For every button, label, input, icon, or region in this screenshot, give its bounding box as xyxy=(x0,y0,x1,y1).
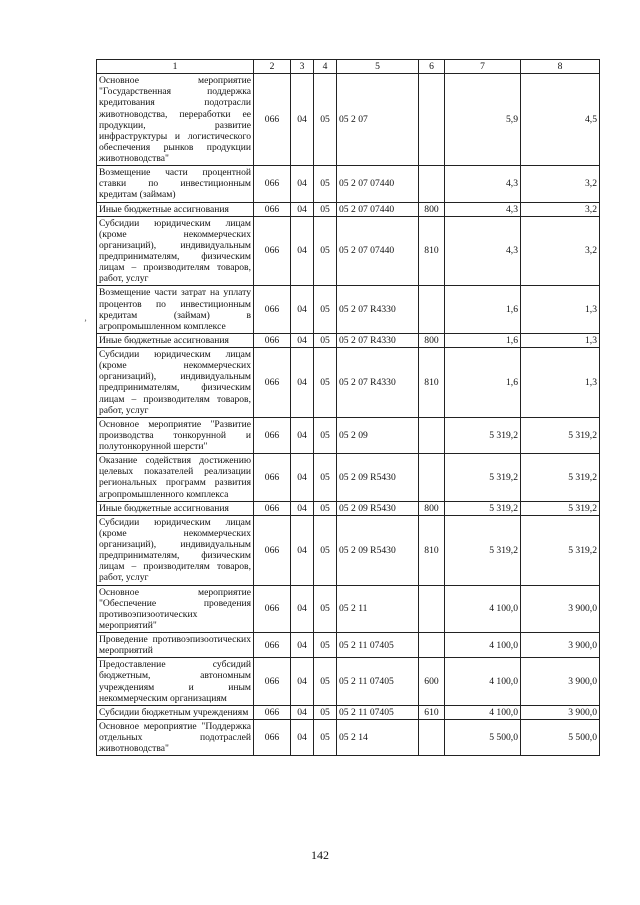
table-row xyxy=(97,417,600,453)
row-name: Основное мероприятие "Обеспечение проведения противоэпизоотических мероприятий" xyxy=(97,585,254,633)
amount-year-2: 1,3 xyxy=(521,333,600,347)
ministry-code: 066 xyxy=(254,705,291,719)
ministry-code: 066 xyxy=(254,202,291,216)
target-article-code: 05 2 11 07405 xyxy=(337,658,419,706)
amount-year-2: 3,2 xyxy=(521,202,600,216)
table-body xyxy=(97,74,600,756)
ministry-code: 066 xyxy=(254,286,291,334)
expense-type-code xyxy=(419,74,445,166)
subsection-code: 05 xyxy=(314,633,337,658)
section-code: 04 xyxy=(291,633,314,658)
ministry-code: 066 xyxy=(254,719,291,755)
table-row xyxy=(97,633,600,658)
expense-type-code xyxy=(419,633,445,658)
row-name: Субсидии бюджетным учреждениям xyxy=(97,705,254,719)
section-code: 04 xyxy=(291,166,314,202)
amount-year-1: 4 100,0 xyxy=(445,705,521,719)
section-code: 04 xyxy=(291,348,314,418)
table-row xyxy=(97,333,600,347)
amount-year-1: 1,6 xyxy=(445,333,521,347)
amount-year-2: 3,2 xyxy=(521,166,600,202)
subsection-code: 05 xyxy=(314,515,337,585)
section-code: 04 xyxy=(291,501,314,515)
table-row xyxy=(97,166,600,202)
subsection-code: 05 xyxy=(314,658,337,706)
row-name: Субсидии юридическим лицам (кроме некоммерческих организаций), индивидуальным предпринимателям, физическим лицам – производителям товаров, работ, услуг xyxy=(97,216,254,286)
row-name: Проведение противоэпизоотических мероприятий xyxy=(97,633,254,658)
budget-table xyxy=(96,59,600,756)
subsection-code: 05 xyxy=(314,216,337,286)
row-name: Субсидии юридическим лицам (кроме некоммерческих организаций), индивидуальным предпринимателям, физическим лицам – производителям товаров, работ, услуг xyxy=(97,348,254,418)
row-name: Основное мероприятие "Развитие производства тонкорунной и полутонкорунной шерсти" xyxy=(97,417,254,453)
expense-type-code: 600 xyxy=(419,658,445,706)
expense-type-code xyxy=(419,166,445,202)
section-code: 04 xyxy=(291,286,314,334)
section-code: 04 xyxy=(291,719,314,755)
ministry-code: 066 xyxy=(254,454,291,502)
row-name: Субсидии юридическим лицам (кроме некоммерческих организаций), индивидуальным предпринимателям, физическим лицам – производителям товаров, работ, услуг xyxy=(97,515,254,585)
ministry-code: 066 xyxy=(254,633,291,658)
amount-year-2: 3 900,0 xyxy=(521,633,600,658)
amount-year-2: 3 900,0 xyxy=(521,585,600,633)
section-code: 04 xyxy=(291,417,314,453)
target-article-code: 05 2 09 R5430 xyxy=(337,454,419,502)
ministry-code: 066 xyxy=(254,333,291,347)
column-header: 3 xyxy=(291,60,314,74)
ministry-code: 066 xyxy=(254,658,291,706)
table-row xyxy=(97,515,600,585)
expense-type-code xyxy=(419,454,445,502)
row-name: Возмещение части затрат на уплату процентов по инвестиционным кредитам (займам) в агропромышленном комплексе xyxy=(97,286,254,334)
section-code: 04 xyxy=(291,74,314,166)
target-article-code: 05 2 11 07405 xyxy=(337,705,419,719)
table-row xyxy=(97,348,600,418)
target-article-code: 05 2 07 R4330 xyxy=(337,333,419,347)
table-row xyxy=(97,719,600,755)
amount-year-1: 4,3 xyxy=(445,166,521,202)
section-code: 04 xyxy=(291,454,314,502)
ministry-code: 066 xyxy=(254,74,291,166)
amount-year-2: 5 319,2 xyxy=(521,417,600,453)
row-name: Иные бюджетные ассигнования xyxy=(97,333,254,347)
section-code: 04 xyxy=(291,216,314,286)
column-header: 4 xyxy=(314,60,337,74)
column-header: 7 xyxy=(445,60,521,74)
expense-type-code xyxy=(419,417,445,453)
expense-type-code: 610 xyxy=(419,705,445,719)
amount-year-2: 3 900,0 xyxy=(521,658,600,706)
amount-year-2: 5 319,2 xyxy=(521,501,600,515)
row-name: Основное мероприятие "Государственная поддержка кредитования подотрасли животноводства, переработки ее продукции, развитие инфраструктуры и логистического обеспечения рынков продукции животноводства" xyxy=(97,74,254,166)
amount-year-2: 1,3 xyxy=(521,286,600,334)
subsection-code: 05 xyxy=(314,585,337,633)
ministry-code: 066 xyxy=(254,585,291,633)
amount-year-1: 4 100,0 xyxy=(445,658,521,706)
amount-year-1: 5 500,0 xyxy=(445,719,521,755)
expense-type-code: 800 xyxy=(419,333,445,347)
amount-year-1: 4 100,0 xyxy=(445,585,521,633)
target-article-code: 05 2 11 xyxy=(337,585,419,633)
table-row xyxy=(97,658,600,706)
subsection-code: 05 xyxy=(314,348,337,418)
target-article-code: 05 2 07 07440 xyxy=(337,166,419,202)
subsection-code: 05 xyxy=(314,719,337,755)
target-article-code: 05 2 07 07440 xyxy=(337,216,419,286)
ministry-code: 066 xyxy=(254,216,291,286)
table-row xyxy=(97,216,600,286)
column-header: 2 xyxy=(254,60,291,74)
subsection-code: 05 xyxy=(314,417,337,453)
target-article-code: 05 2 09 xyxy=(337,417,419,453)
section-code: 04 xyxy=(291,658,314,706)
target-article-code: 05 2 09 R5430 xyxy=(337,501,419,515)
target-article-code: 05 2 07 xyxy=(337,74,419,166)
section-code: 04 xyxy=(291,333,314,347)
row-name: Основное мероприятие "Поддержка отдельных подотраслей животноводства" xyxy=(97,719,254,755)
row-name: Оказание содействия достижению целевых показателей реализации региональных программ развития агропромышленного комплекса xyxy=(97,454,254,502)
subsection-code: 05 xyxy=(314,74,337,166)
table-row xyxy=(97,501,600,515)
target-article-code: 05 2 07 R4330 xyxy=(337,348,419,418)
expense-type-code xyxy=(419,286,445,334)
expense-type-code xyxy=(419,719,445,755)
column-header: 8 xyxy=(521,60,600,74)
amount-year-1: 4,3 xyxy=(445,216,521,286)
section-code: 04 xyxy=(291,705,314,719)
row-name: Предоставление субсидий бюджетным, автономным учреждениям и иным некоммерческим организациям xyxy=(97,658,254,706)
section-code: 04 xyxy=(291,202,314,216)
subsection-code: 05 xyxy=(314,333,337,347)
target-article-code: 05 2 14 xyxy=(337,719,419,755)
target-article-code: 05 2 07 R4330 xyxy=(337,286,419,334)
subsection-code: 05 xyxy=(314,166,337,202)
amount-year-2: 5 319,2 xyxy=(521,515,600,585)
header-row xyxy=(97,60,600,74)
table-row xyxy=(97,202,600,216)
target-article-code: 05 2 09 R5430 xyxy=(337,515,419,585)
amount-year-2: 3 900,0 xyxy=(521,705,600,719)
amount-year-1: 4,3 xyxy=(445,202,521,216)
amount-year-1: 4 100,0 xyxy=(445,633,521,658)
amount-year-2: 4,5 xyxy=(521,74,600,166)
expense-type-code: 800 xyxy=(419,202,445,216)
table-row xyxy=(97,585,600,633)
expense-type-code xyxy=(419,585,445,633)
subsection-code: 05 xyxy=(314,705,337,719)
amount-year-2: 3,2 xyxy=(521,216,600,286)
amount-year-1: 5 319,2 xyxy=(445,515,521,585)
expense-type-code: 810 xyxy=(419,216,445,286)
subsection-code: 05 xyxy=(314,202,337,216)
row-name: Иные бюджетные ассигнования xyxy=(97,501,254,515)
subsection-code: 05 xyxy=(314,501,337,515)
amount-year-1: 5,9 xyxy=(445,74,521,166)
section-code: 04 xyxy=(291,515,314,585)
table-row xyxy=(97,454,600,502)
expense-type-code: 810 xyxy=(419,515,445,585)
ministry-code: 066 xyxy=(254,417,291,453)
row-name: Иные бюджетные ассигнования xyxy=(97,202,254,216)
amount-year-2: 5 500,0 xyxy=(521,719,600,755)
section-code: 04 xyxy=(291,585,314,633)
target-article-code: 05 2 11 07405 xyxy=(337,633,419,658)
amount-year-1: 5 319,2 xyxy=(445,454,521,502)
scan-mark: ’ xyxy=(84,318,87,328)
target-article-code: 05 2 07 07440 xyxy=(337,202,419,216)
amount-year-1: 5 319,2 xyxy=(445,501,521,515)
amount-year-1: 5 319,2 xyxy=(445,417,521,453)
row-name: Возмещение части процентной ставки по инвестиционным кредитам (займам) xyxy=(97,166,254,202)
page-number: 142 xyxy=(311,848,329,862)
ministry-code: 066 xyxy=(254,166,291,202)
amount-year-2: 5 319,2 xyxy=(521,454,600,502)
column-header: 1 xyxy=(97,60,254,74)
ministry-code: 066 xyxy=(254,515,291,585)
expense-type-code: 810 xyxy=(419,348,445,418)
ministry-code: 066 xyxy=(254,501,291,515)
ministry-code: 066 xyxy=(254,348,291,418)
amount-year-1: 1,6 xyxy=(445,348,521,418)
table-row xyxy=(97,74,600,166)
amount-year-2: 1,3 xyxy=(521,348,600,418)
amount-year-1: 1,6 xyxy=(445,286,521,334)
subsection-code: 05 xyxy=(314,454,337,502)
table-row xyxy=(97,705,600,719)
subsection-code: 05 xyxy=(314,286,337,334)
column-header: 6 xyxy=(419,60,445,74)
column-header: 5 xyxy=(337,60,419,74)
expense-type-code: 800 xyxy=(419,501,445,515)
table-row xyxy=(97,286,600,334)
